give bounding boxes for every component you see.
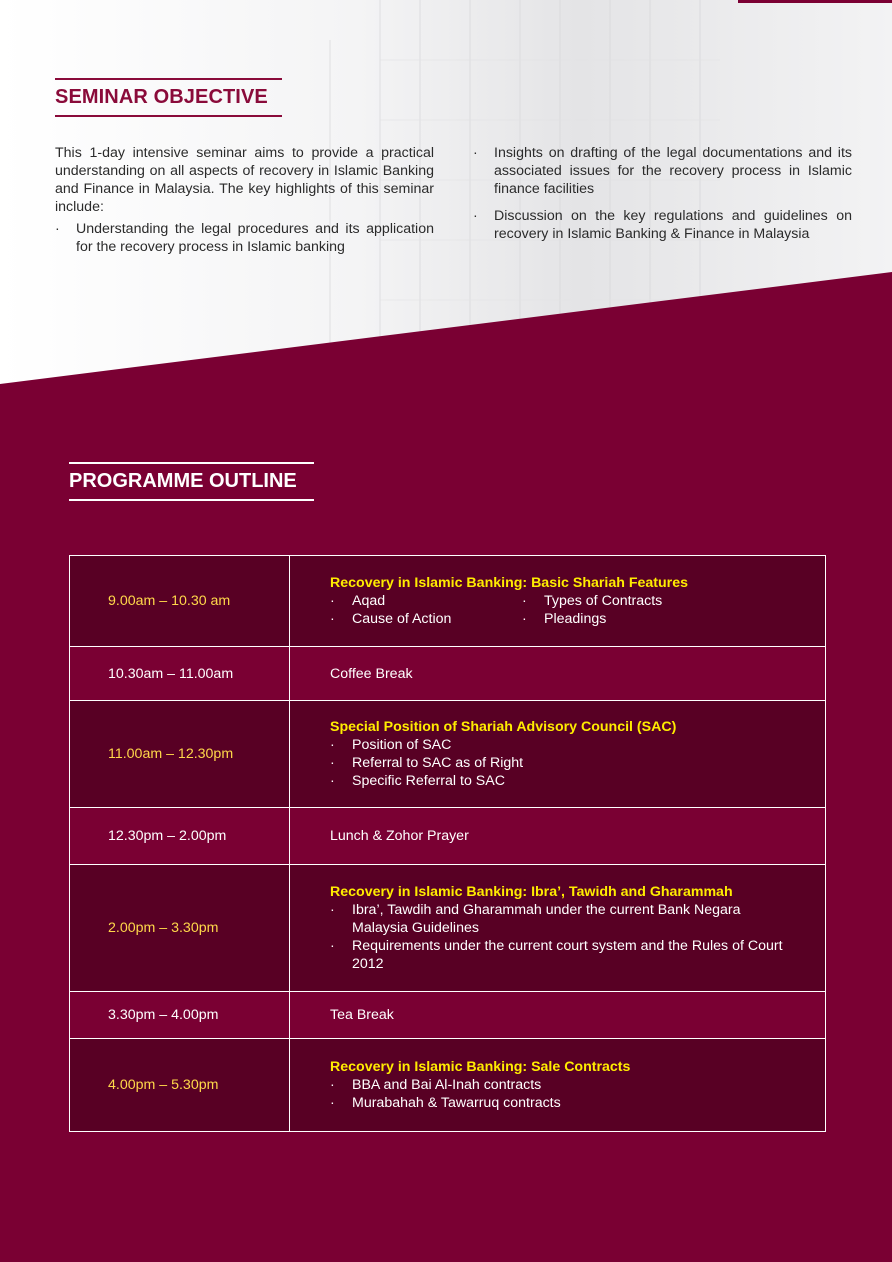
- bullet-dot: ·: [330, 755, 335, 771]
- heading-bottom-rule: [69, 499, 314, 501]
- table-row: [70, 556, 826, 647]
- seminar-objective-title: SEMINAR OBJECTIVE: [55, 86, 268, 108]
- session-title: Recovery in Islamic Banking: Basic Shariah Features: [330, 575, 688, 591]
- bullet-dot: ·: [522, 593, 527, 609]
- bullet-dot: ·: [330, 593, 335, 609]
- list-item: [330, 1094, 825, 1112]
- list-item-text: Cause of Action: [352, 611, 452, 627]
- list-item: [522, 610, 606, 628]
- programme-outline-title: PROGRAMME OUTLINE: [69, 470, 297, 492]
- table-row: [70, 1039, 826, 1132]
- list-item-text: Aqad: [352, 593, 386, 609]
- list-item: [330, 592, 522, 610]
- bullet-text: Insights on drafting of the legal documentations and its associated issues for the recovery process in Islamic finance facilities: [494, 145, 852, 197]
- bullet-dot: ·: [330, 737, 335, 753]
- table-row: [70, 701, 826, 808]
- table-row: [70, 992, 826, 1039]
- list-item: [330, 1076, 825, 1094]
- list-item-text: Referral to SAC as of Right: [352, 755, 524, 771]
- list-item: [330, 772, 825, 790]
- list-item: [330, 901, 792, 937]
- session-cell: [290, 556, 826, 647]
- objective-bullet: [473, 207, 852, 243]
- time-cell: 9.00am – 10.30 am: [70, 556, 290, 647]
- bullet-dot: ·: [330, 938, 335, 954]
- table-row: [70, 647, 826, 701]
- corner-accent-bar: [738, 0, 892, 3]
- session-title: Recovery in Islamic Banking: Sale Contracts: [330, 1059, 631, 1075]
- bullet-dot: ·: [522, 611, 527, 627]
- session-cell: [290, 701, 826, 808]
- bullet-row: [330, 592, 825, 610]
- table-row: [70, 865, 826, 992]
- bullet-row: [330, 610, 825, 628]
- bullet-dot: ·: [473, 145, 478, 161]
- session-title: Special Position of Shariah Advisory Council (SAC): [330, 719, 677, 735]
- table-row: [70, 808, 826, 865]
- time-cell: 3.30pm – 4.00pm: [70, 992, 290, 1039]
- objective-left-column: [55, 144, 434, 265]
- list-item-text: Pleadings: [544, 611, 607, 627]
- session-cell: [290, 865, 826, 992]
- bullet-dot: ·: [330, 1077, 335, 1093]
- list-item: [330, 754, 825, 772]
- list-item-text: Requirements under the current court system and the Rules of Court 2012: [352, 938, 783, 972]
- session-title: Recovery in Islamic Banking: Ibra’, Tawidh and Gharammah: [330, 884, 733, 900]
- list-item-text: Ibra’, Tawdih and Gharammah under the current Bank Negara Malaysia Guidelines: [352, 902, 741, 936]
- session-cell: [290, 1039, 826, 1132]
- bullet-dot: ·: [55, 221, 60, 237]
- break-cell: Coffee Break: [290, 647, 826, 701]
- list-item: [330, 736, 825, 754]
- bullet-dot: ·: [330, 1095, 335, 1111]
- break-cell: Tea Break: [290, 992, 826, 1039]
- list-item-text: Murabahah & Tawarruq contracts: [352, 1095, 561, 1111]
- list-item-text: Types of Contracts: [544, 593, 663, 609]
- objective-intro: This 1-day intensive seminar aims to provide a practical understanding on all aspects of recovery in Islamic Banking and Finance in Malaysia. The key highlights of this seminar include:: [55, 145, 434, 215]
- bullet-text: Understanding the legal procedures and its application for the recovery process in Islamic banking: [76, 221, 434, 255]
- bullet-dot: ·: [330, 773, 335, 789]
- list-item: [522, 592, 662, 610]
- objective-right-column: [473, 144, 852, 252]
- bullet-text: Discussion on the key regulations and guidelines on recovery in Islamic Banking & Finance in Malaysia: [494, 208, 852, 242]
- list-item-text: Specific Referral to SAC: [352, 773, 505, 789]
- list-item-text: BBA and Bai Al-Inah contracts: [352, 1077, 542, 1093]
- programme-schedule-table: [69, 555, 826, 1132]
- list-item: [330, 937, 792, 973]
- list-item: [330, 610, 522, 628]
- objective-bullet: [55, 220, 434, 256]
- bullet-dot: ·: [330, 902, 335, 918]
- time-cell: 11.00am – 12.30pm: [70, 701, 290, 808]
- seminar-objective-heading: [55, 78, 282, 117]
- objective-bullet: [473, 144, 852, 198]
- list-item-text: Position of SAC: [352, 737, 452, 753]
- time-cell: 2.00pm – 3.30pm: [70, 865, 290, 992]
- bullet-dot: ·: [330, 611, 335, 627]
- time-cell: 4.00pm – 5.30pm: [70, 1039, 290, 1132]
- heading-bottom-rule: [55, 115, 282, 117]
- programme-outline-heading: [69, 462, 314, 501]
- break-cell: Lunch & Zohor Prayer: [290, 808, 826, 865]
- time-cell: 10.30am – 11.00am: [70, 647, 290, 701]
- bullet-dot: ·: [473, 208, 478, 224]
- time-cell: 12.30pm – 2.00pm: [70, 808, 290, 865]
